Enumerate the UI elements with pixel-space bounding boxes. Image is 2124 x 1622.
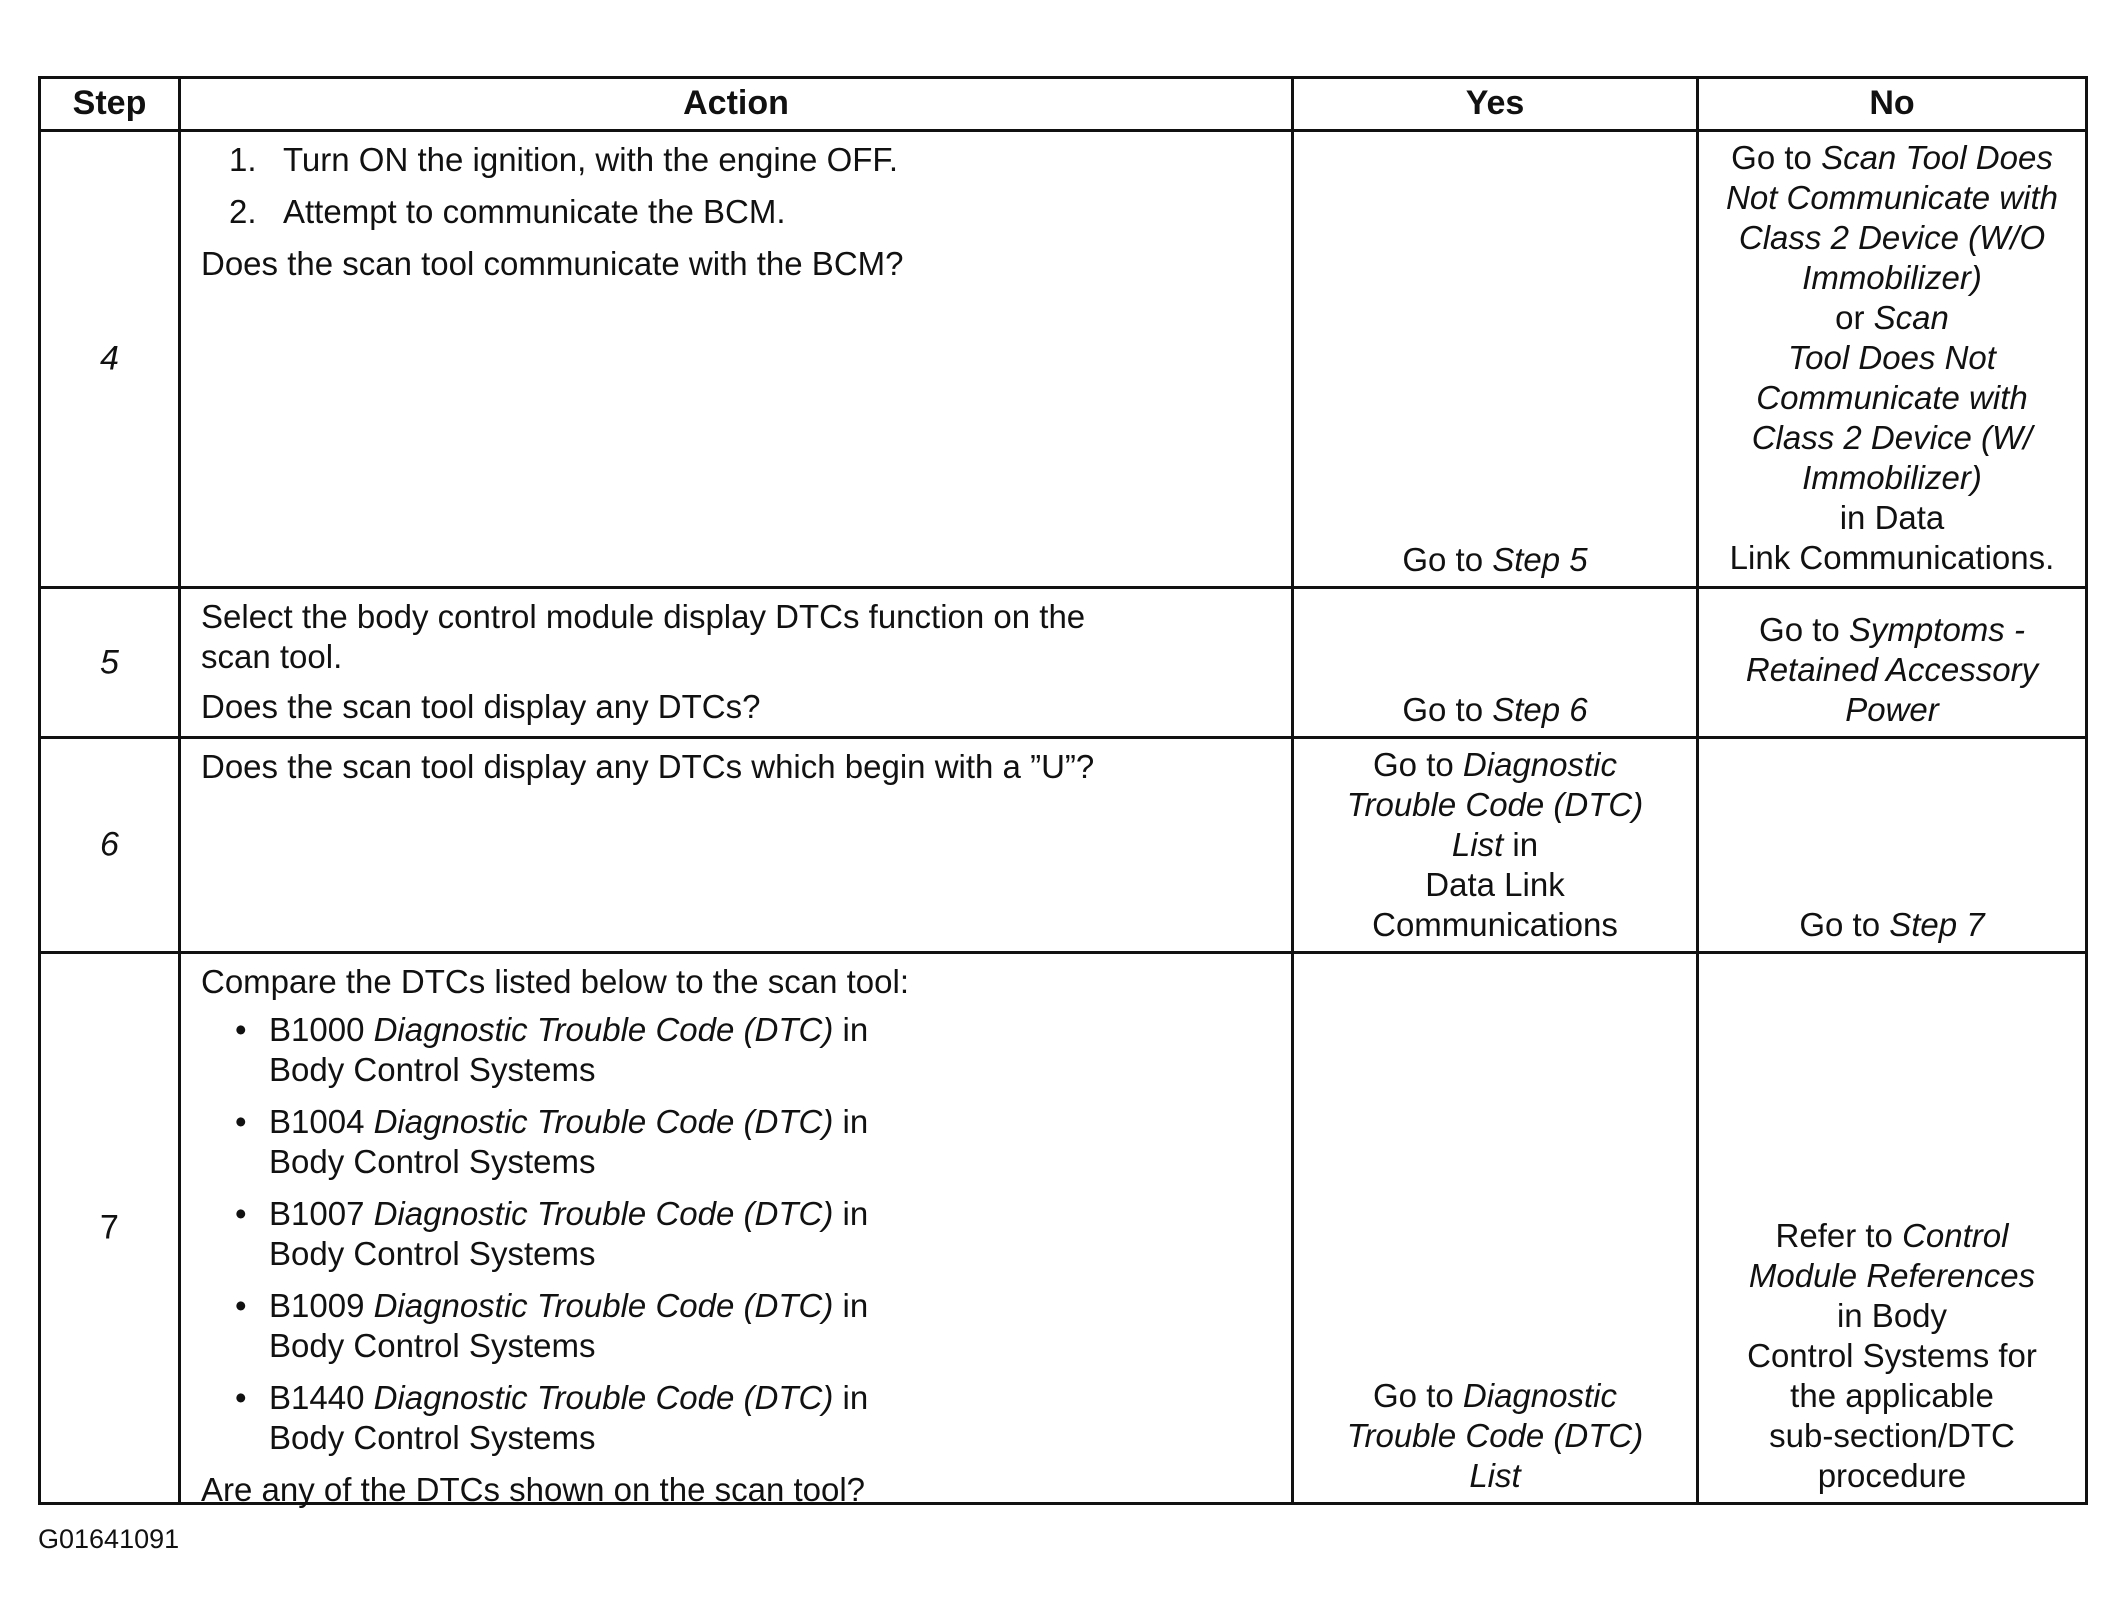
action-cell [181,954,1294,1508]
action-intro: Compare the DTCs listed below to the scan tool: [201,963,910,1000]
header-yes: Yes [1294,79,1699,129]
action-cell [181,132,1294,586]
list-item: 1. Turn ON the ignition, with the engine OFF. [229,141,899,178]
action-text: Select the body control module display DTCs function on the [201,598,1086,635]
step-link[interactable]: Step 7 [1889,906,1985,943]
dtc-link[interactable]: Diagnostic Trouble Code (DTC) [373,1287,834,1324]
table-row-step-5 [41,586,2085,736]
procedure-link[interactable]: Diagnostic [1462,746,1617,783]
list-item: • B1000 Diagnostic Trouble Code (DTC) in Body Control Systems [235,1011,869,1088]
header-step: Step [41,79,181,129]
procedure-link[interactable]: Control [1902,1217,2009,1254]
yes-cell: Go to Diagnostic Trouble Code (DTC) List [1294,954,1699,1502]
list-item: • B1004 Diagnostic Trouble Code (DTC) in Body Control Systems [235,1103,869,1180]
action-question: Does the scan tool display any DTCs which begin with a ”U”? [201,748,1095,785]
table-row-step-6 [41,736,2085,951]
dtc-link[interactable]: Diagnostic Trouble Code (DTC) [373,1011,834,1048]
step-number: 4 [100,339,119,378]
header-action: Action [181,79,1294,129]
header-no: No [1869,84,1915,122]
no-cell: Go to Symptoms - Retained Accessory Power [1745,611,2039,728]
table-row-step-4 [41,129,2085,586]
no-cell: Go to Step 7 [1799,906,1985,943]
dtc-link[interactable]: Diagnostic Trouble Code (DTC) [373,1195,834,1232]
step-cell [41,132,181,586]
dtc-link[interactable]: Diagnostic Trouble Code (DTC) [373,1379,834,1416]
step-cell [41,954,181,1502]
procedure-link[interactable]: Scan [1873,299,1949,336]
action-question: Does the scan tool communicate with the BCM? [201,245,904,282]
yes-cell: Go to Diagnostic Trouble Code (DTC) List in Data Link Communications [1294,739,1699,951]
step-number: 7 [100,1208,119,1247]
list-item: 2. Attempt to communicate the BCM. [229,193,786,230]
table-header-row [41,79,2085,129]
dtc-link[interactable]: Diagnostic Trouble Code (DTC) [373,1103,834,1140]
list-item: • B1007 Diagnostic Trouble Code (DTC) in Body Control Systems [235,1195,869,1272]
action-cell [181,589,1294,736]
no-cell: Refer to Control Module References in Body Control Systems for the applicable sub-section/DTC procedure [1747,1217,2037,1494]
yes-cell: Go to Step 6 [1294,589,1699,736]
list-item: • B1440 Diagnostic Trouble Code (DTC) in Body Control Systems [235,1379,869,1456]
figure-id: G01641091 [38,1524,180,1554]
step-number: 6 [100,825,119,864]
action-text: scan tool. [201,638,343,675]
no-cell: Go to Scan Tool Does Not Communicate with Class 2 Device (W/O Immobilizer) or Scan Tool Does Not Communicate with Class 2 Device (W/ Immobilizer) in Data Link Communications. [1726,139,2058,576]
procedure-link[interactable]: Scan Tool Does [1821,139,2053,176]
step-cell [41,739,181,951]
action-cell [181,739,1294,951]
yes-cell: Go to Step 5 [1294,132,1699,586]
step-number: 5 [100,643,119,681]
step-link[interactable]: Step 5 [1492,541,1588,578]
procedure-link[interactable]: Diagnostic [1462,1377,1617,1414]
action-question: Does the scan tool display any DTCs? [201,688,761,725]
list-item: • B1009 Diagnostic Trouble Code (DTC) in Body Control Systems [235,1287,869,1364]
procedure-link[interactable]: Symptoms - [1848,611,2025,648]
table-row-step-7 [41,951,2085,1508]
step-cell [41,589,181,736]
diagnostic-table [38,76,2088,1508]
step-link[interactable]: Step 6 [1492,691,1588,728]
action-question: Are any of the DTCs shown on the scan tool? [201,1471,866,1508]
